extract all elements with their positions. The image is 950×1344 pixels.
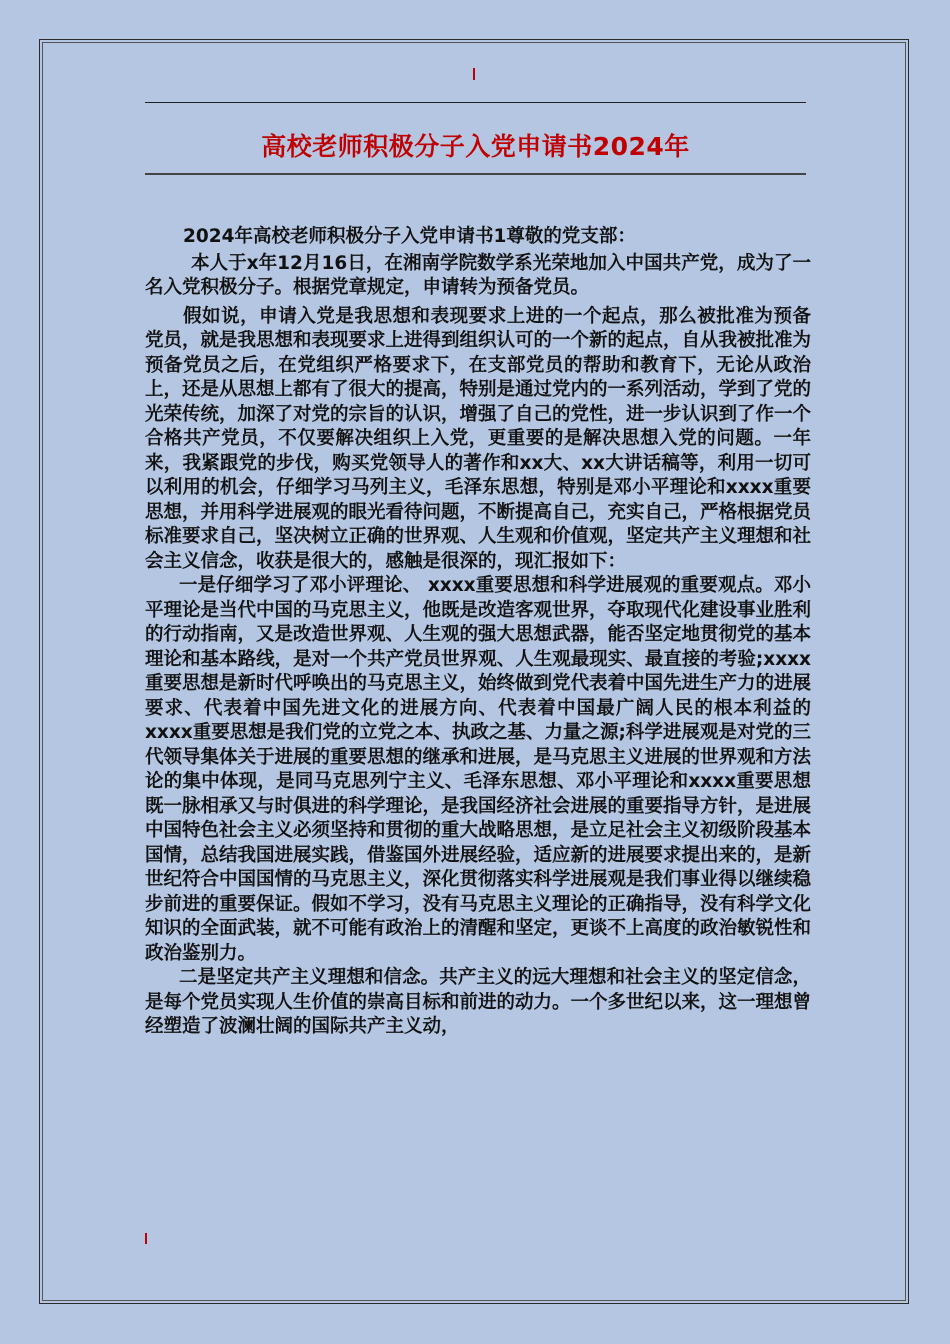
paragraph: 假如说，申请入党是我思想和表现要求上进的一个起点，那么被批准为预备党员，就是我思想和表现要求上进得到组织认可的一个新的起点，自从我被批准为预备党员之后，在党组织严格要求下，在支部党员的帮助和教育下，无论从政治上，还是从思想上都有了很大的提高，特别是通过党内的一系列活动，学到了党的光荣传统，加深了对党的宗旨的认识，增强了自己的党性，进一步认识到了作一个合格共产党员，不仅要解决组织上入党，更重要的是解决思想入党的问题。一年来，我紧跟党的步伐，购买党领导人的著作和xx大、xx大讲话稿等，利用一切可以利用的机会，仔细学习马列主义，毛泽东思想，特别是邓小平理论和xxxx重要思想，并用科学进展观的眼光看待问题，不断提高自己，充实自己，严格根据党员标准要求自己，坚决树立正确的世界观、人生观和价值观，坚定共产主义理想和社会主义信念，收获是很大的，感触是很深的，现汇报如下：	[145, 305, 812, 572]
title-rule	[145, 173, 806, 175]
document-body	[145, 225, 811, 1040]
paragraph: 一是仔细学习了邓小评理论、 xxxx重要思想和科学进展观的重要观点。邓小平理论是当代中国的马克思主义，他既是改造客观世界，夺取现代化建设事业胜利的行动指南，又是改造世界观、人生观的强大思想武器，能否坚定地贯彻党的基本理论和基本路线，是对一个共产党员世界观、人生观最现实、最直接的考验;xxxx重要思想是新时代呼唤出的马克思主义，始终做到党代表着中国先进生产力的进展要求、代表着中国先进文化的进展方向、代表着中国最广阔人民的根本利益的xxxx重要思想是我们党的立党之本、执政之基、力量之源;科学进展观是对党的三代领导集体关于进展的重要思想的继承和进展，是马克思主义进展的世界观和方法论的集中体现，是同马克思列宁主义、毛泽东思想、邓小平理论和xxxx重要思想既一脉相承又与时俱进的科学理论，是我国经济社会进展的重要指导方针，是进展中国特色社会主义必须坚持和贯彻的重大战略思想，是立足社会主义初级阶段基本国情，总结我国进展实践，借鉴国外进展经验，适应新的进展要求提出来的，是新世纪符合中国国情的马克思主义，深化贯彻落实科学进展观是我们事业得以继续稳步前进的重要保证。假如不学习，没有马克思主义理论的正确指导，没有科学文化知识的全面武装，就不可能有政治上的清醒和坚定，更谈不上高度的政治敏锐性和政治鉴别力。	[145, 575, 812, 964]
paragraph: 本人于x年12月16日，在湘南学院数学系光荣地加入中国共产党，成为了一名入党积极分子。根据党章规定，申请转为预备党员。	[145, 252, 811, 298]
header-rule	[145, 102, 806, 103]
paragraph: 二是坚定共产主义理想和信念。共产主义的远大理想和社会主义的坚定信念，是每个党员实现人生价值的崇高目标和前进的动力。一个多世纪以来，这一理想曾经塑造了波澜壮阔的国际共产主义动，	[145, 967, 812, 1037]
header-mark	[473, 68, 475, 80]
footer-mark	[145, 1233, 147, 1244]
salutation: 2024年高校老师积极分子入党申请书1尊敬的党支部：	[183, 226, 636, 247]
document-title: 高校老师积极分子入党申请书2024年	[261, 132, 690, 161]
